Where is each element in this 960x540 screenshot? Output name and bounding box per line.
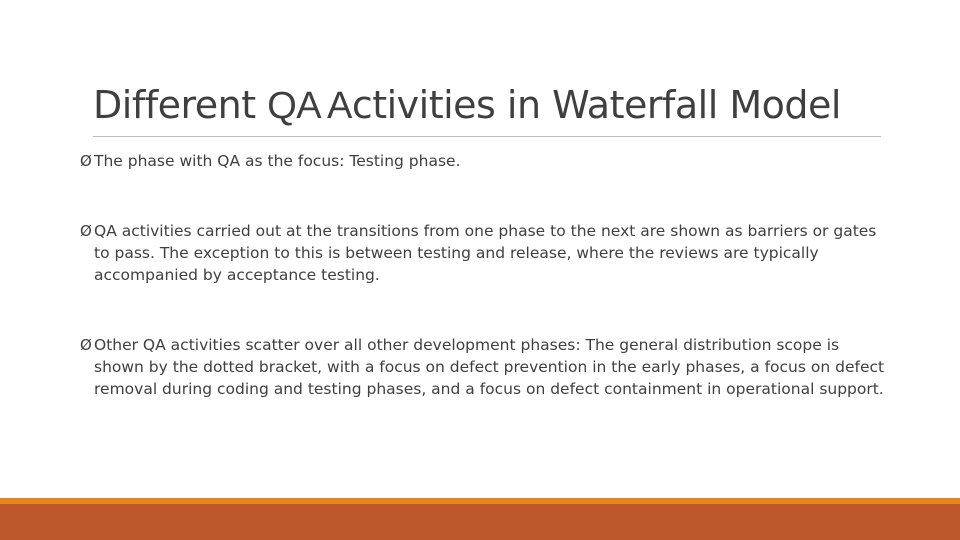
title-part-2: ctivities in Waterfall Model	[351, 83, 841, 127]
bullet-item-3	[80, 334, 890, 400]
footer-band	[0, 504, 960, 540]
title-part-1: Different	[93, 83, 268, 127]
arrow-bullet-icon: Ø	[80, 336, 92, 354]
bullet-item-2	[80, 220, 890, 286]
bullet-text: Other QA activities scatter over all other development phases: The general distribution scope is shown by the dotted bracket, with a focus on defect prevention in the early phases, a focus on defect removal during coding and testing phases, and a focus on defect containment in operational support.	[94, 336, 885, 398]
slide-title	[93, 78, 841, 133]
arrow-bullet-icon: Ø	[80, 152, 92, 170]
title-divider	[93, 136, 881, 137]
arrow-bullet-icon: Ø	[80, 222, 92, 240]
bullet-text: QA activities carried out at the transitions from one phase to the next are shown as barriers or gates to pass. The exception to this is between testing and release, where the reviews are typically accompanied by acceptance testing.	[94, 222, 877, 284]
bullet-text: The phase with QA as the focus: Testing phase.	[94, 152, 461, 170]
title-part-qa: QA A	[267, 85, 352, 127]
bullet-item-1	[80, 150, 890, 172]
